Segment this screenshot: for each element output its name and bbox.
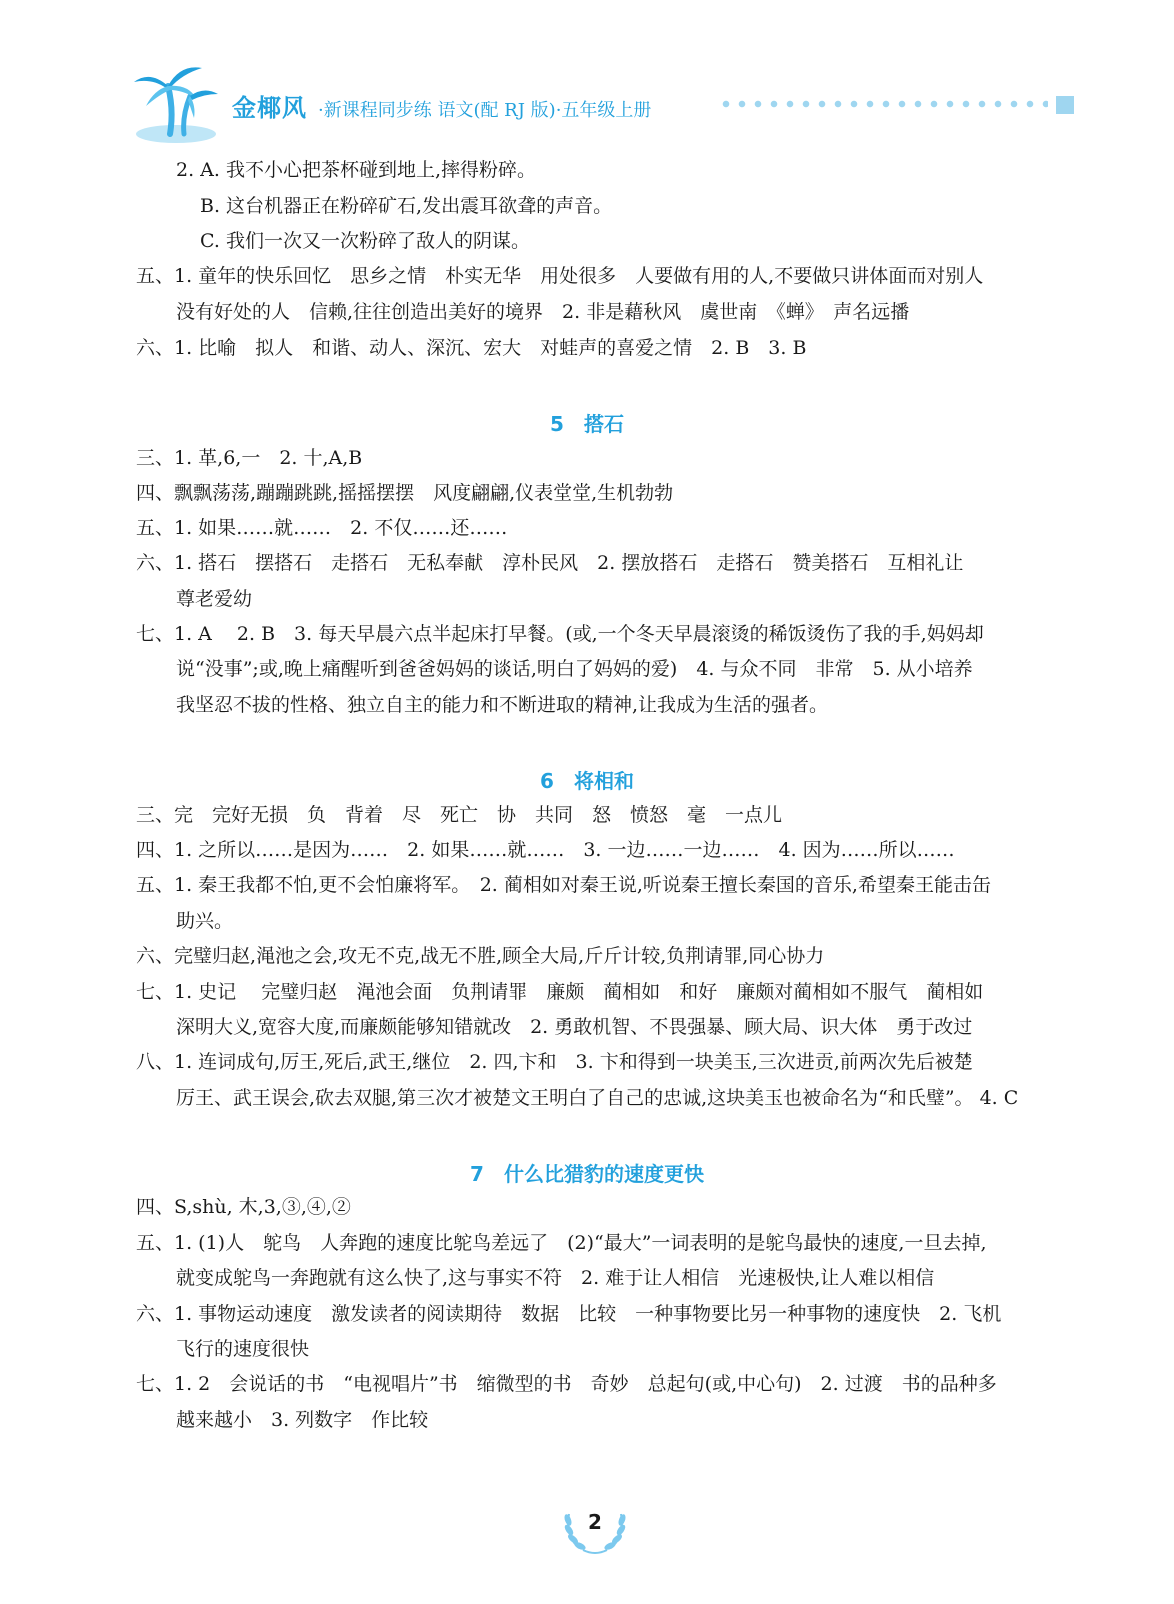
answer-line: 没有好处的人 信赖,往往创造出美好的境界 2. 非是藉秋风 虞世南 《蝉》 声名远播 bbox=[176, 301, 910, 323]
page-number: 2 bbox=[588, 1510, 602, 1534]
answer-line: 尊老爱幼 bbox=[176, 588, 253, 610]
answer-line: 我坚忍不拔的性格、独立自主的能力和不断进取的精神,让我成为生活的强者。 bbox=[176, 694, 829, 716]
answer-line: 四、S,shù, 木,3,③,④,② bbox=[136, 1196, 351, 1218]
answer-line: 越来越小 3. 列数字 作比较 bbox=[176, 1409, 429, 1431]
section-title-5: 5 搭石 bbox=[550, 412, 624, 436]
section-title-6: 6 将相和 bbox=[540, 769, 634, 793]
book-subtitle: ·新课程同步练 语文(配 RJ 版)·五年级上册 bbox=[318, 100, 652, 121]
answer-line: 2. A. 我不小心把茶杯碰到地上,摔得粉碎。 bbox=[176, 159, 537, 181]
header-square-mark bbox=[1056, 96, 1074, 114]
answer-line: 说“没事”;或,晚上痛醒听到爸爸妈妈的谈话,明白了妈妈的爱) 4. 与众不同 非常 5. 从小培养 bbox=[176, 658, 973, 680]
answer-line: 厉王、武王误会,砍去双腿,第三次才被楚文王明白了自己的忠诚,这块美玉也被命名为“和氏璧”。 4. C bbox=[176, 1087, 1019, 1109]
answer-line: 五、1. 如果……就…… 2. 不仅……还…… bbox=[136, 517, 508, 539]
answer-line: 三、完 完好无损 负 背着 尽 死亡 协 共同 怒 愤怒 毫 一点儿 bbox=[136, 804, 783, 826]
answer-line: 深明大义,宽容大度,而廉颇能够知错就改 2. 勇敢机智、不畏强暴、顾大局、识大体 勇于改过 bbox=[176, 1016, 973, 1038]
answer-line: 八、1. 连词成句,厉王,死后,武王,继位 2. 四,卞和 3. 卞和得到一块美玉,三次进贡,前两次先后被楚 bbox=[136, 1051, 973, 1073]
brand-name: 金椰风 bbox=[232, 94, 307, 122]
answer-line: 六、完璧归赵,渑池之会,攻无不克,战无不胜,顾全大局,斤斤计较,负荆请罪,同心协力 bbox=[136, 945, 825, 967]
answer-line: 四、1. 之所以……是因为…… 2. 如果……就…… 3. 一边……一边…… 4. 因为……所以…… bbox=[136, 839, 955, 861]
answer-line: 四、飘飘荡荡,蹦蹦跳跳,摇摇摆摆 风度翩翩,仪表堂堂,生机勃勃 bbox=[136, 482, 674, 504]
answer-line: 三、1. 革,6,一 2. 十,A,B bbox=[136, 447, 363, 469]
page-number-badge bbox=[559, 1500, 631, 1556]
answer-line: 七、1. 2 会说话的书 “电视唱片”书 缩微型的书 奇妙 总起句(或,中心句) 2. 过渡 书的品种多 bbox=[136, 1373, 997, 1395]
answer-line: 五、1. 秦王我都不怕,更不会怕廉将军。 2. 蔺相如对秦王说,听说秦王擅长秦国的音乐,希望秦王能击缶 bbox=[136, 874, 991, 896]
answer-line: 六、1. 比喻 拟人 和谐、动人、深沉、宏大 对蛙声的喜爱之情 2. B 3. B bbox=[136, 337, 807, 359]
answer-line: 七、1. 史记 完璧归赵 渑池会面 负荆请罪 廉颇 蔺相如 和好 廉颇对蔺相如不服气 蔺相如 bbox=[136, 981, 984, 1003]
page-header bbox=[0, 0, 1174, 150]
answer-line: 六、1. 搭石 摆搭石 走搭石 无私奉献 淳朴民风 2. 摆放搭石 走搭石 赞美搭石 互相礼让 bbox=[136, 552, 964, 574]
answer-line: 飞行的速度很快 bbox=[176, 1338, 310, 1360]
answer-line: 助兴。 bbox=[176, 910, 234, 932]
answer-line: 五、1. (1)人 鸵鸟 人奔跑的速度比鸵鸟差远了 (2)“最大”一词表明的是鸵鸟最快的速度,一旦去掉, bbox=[136, 1232, 987, 1254]
answer-line: 五、1. 童年的快乐回忆 思乡之情 朴实无华 用处很多 人要做有用的人,不要做只讲体面而对别人 bbox=[136, 265, 984, 287]
answer-line: 七、1. A 2. B 3. 每天早晨六点半起床打早餐。(或,一个冬天早晨滚烫的稀饭烫伤了我的手,妈妈却 bbox=[136, 623, 984, 645]
answer-line: C. 我们一次又一次粉碎了敌人的阴谋。 bbox=[200, 230, 530, 252]
header-dot-divider bbox=[718, 100, 1048, 108]
answer-line: 就变成鸵鸟一奔跑就有这么快了,这与事实不符 2. 难于让人相信 光速极快,让人难以相信 bbox=[176, 1267, 935, 1289]
palm-tree-icon bbox=[130, 60, 222, 144]
section-title-7: 7 什么比猎豹的速度更快 bbox=[470, 1162, 704, 1186]
answer-line: 六、1. 事物运动速度 激发读者的阅读期待 数据 比较 一种事物要比另一种事物的速度快 2. 飞机 bbox=[136, 1303, 1002, 1325]
answer-line: B. 这台机器正在粉碎矿石,发出震耳欲聋的声音。 bbox=[200, 195, 613, 217]
